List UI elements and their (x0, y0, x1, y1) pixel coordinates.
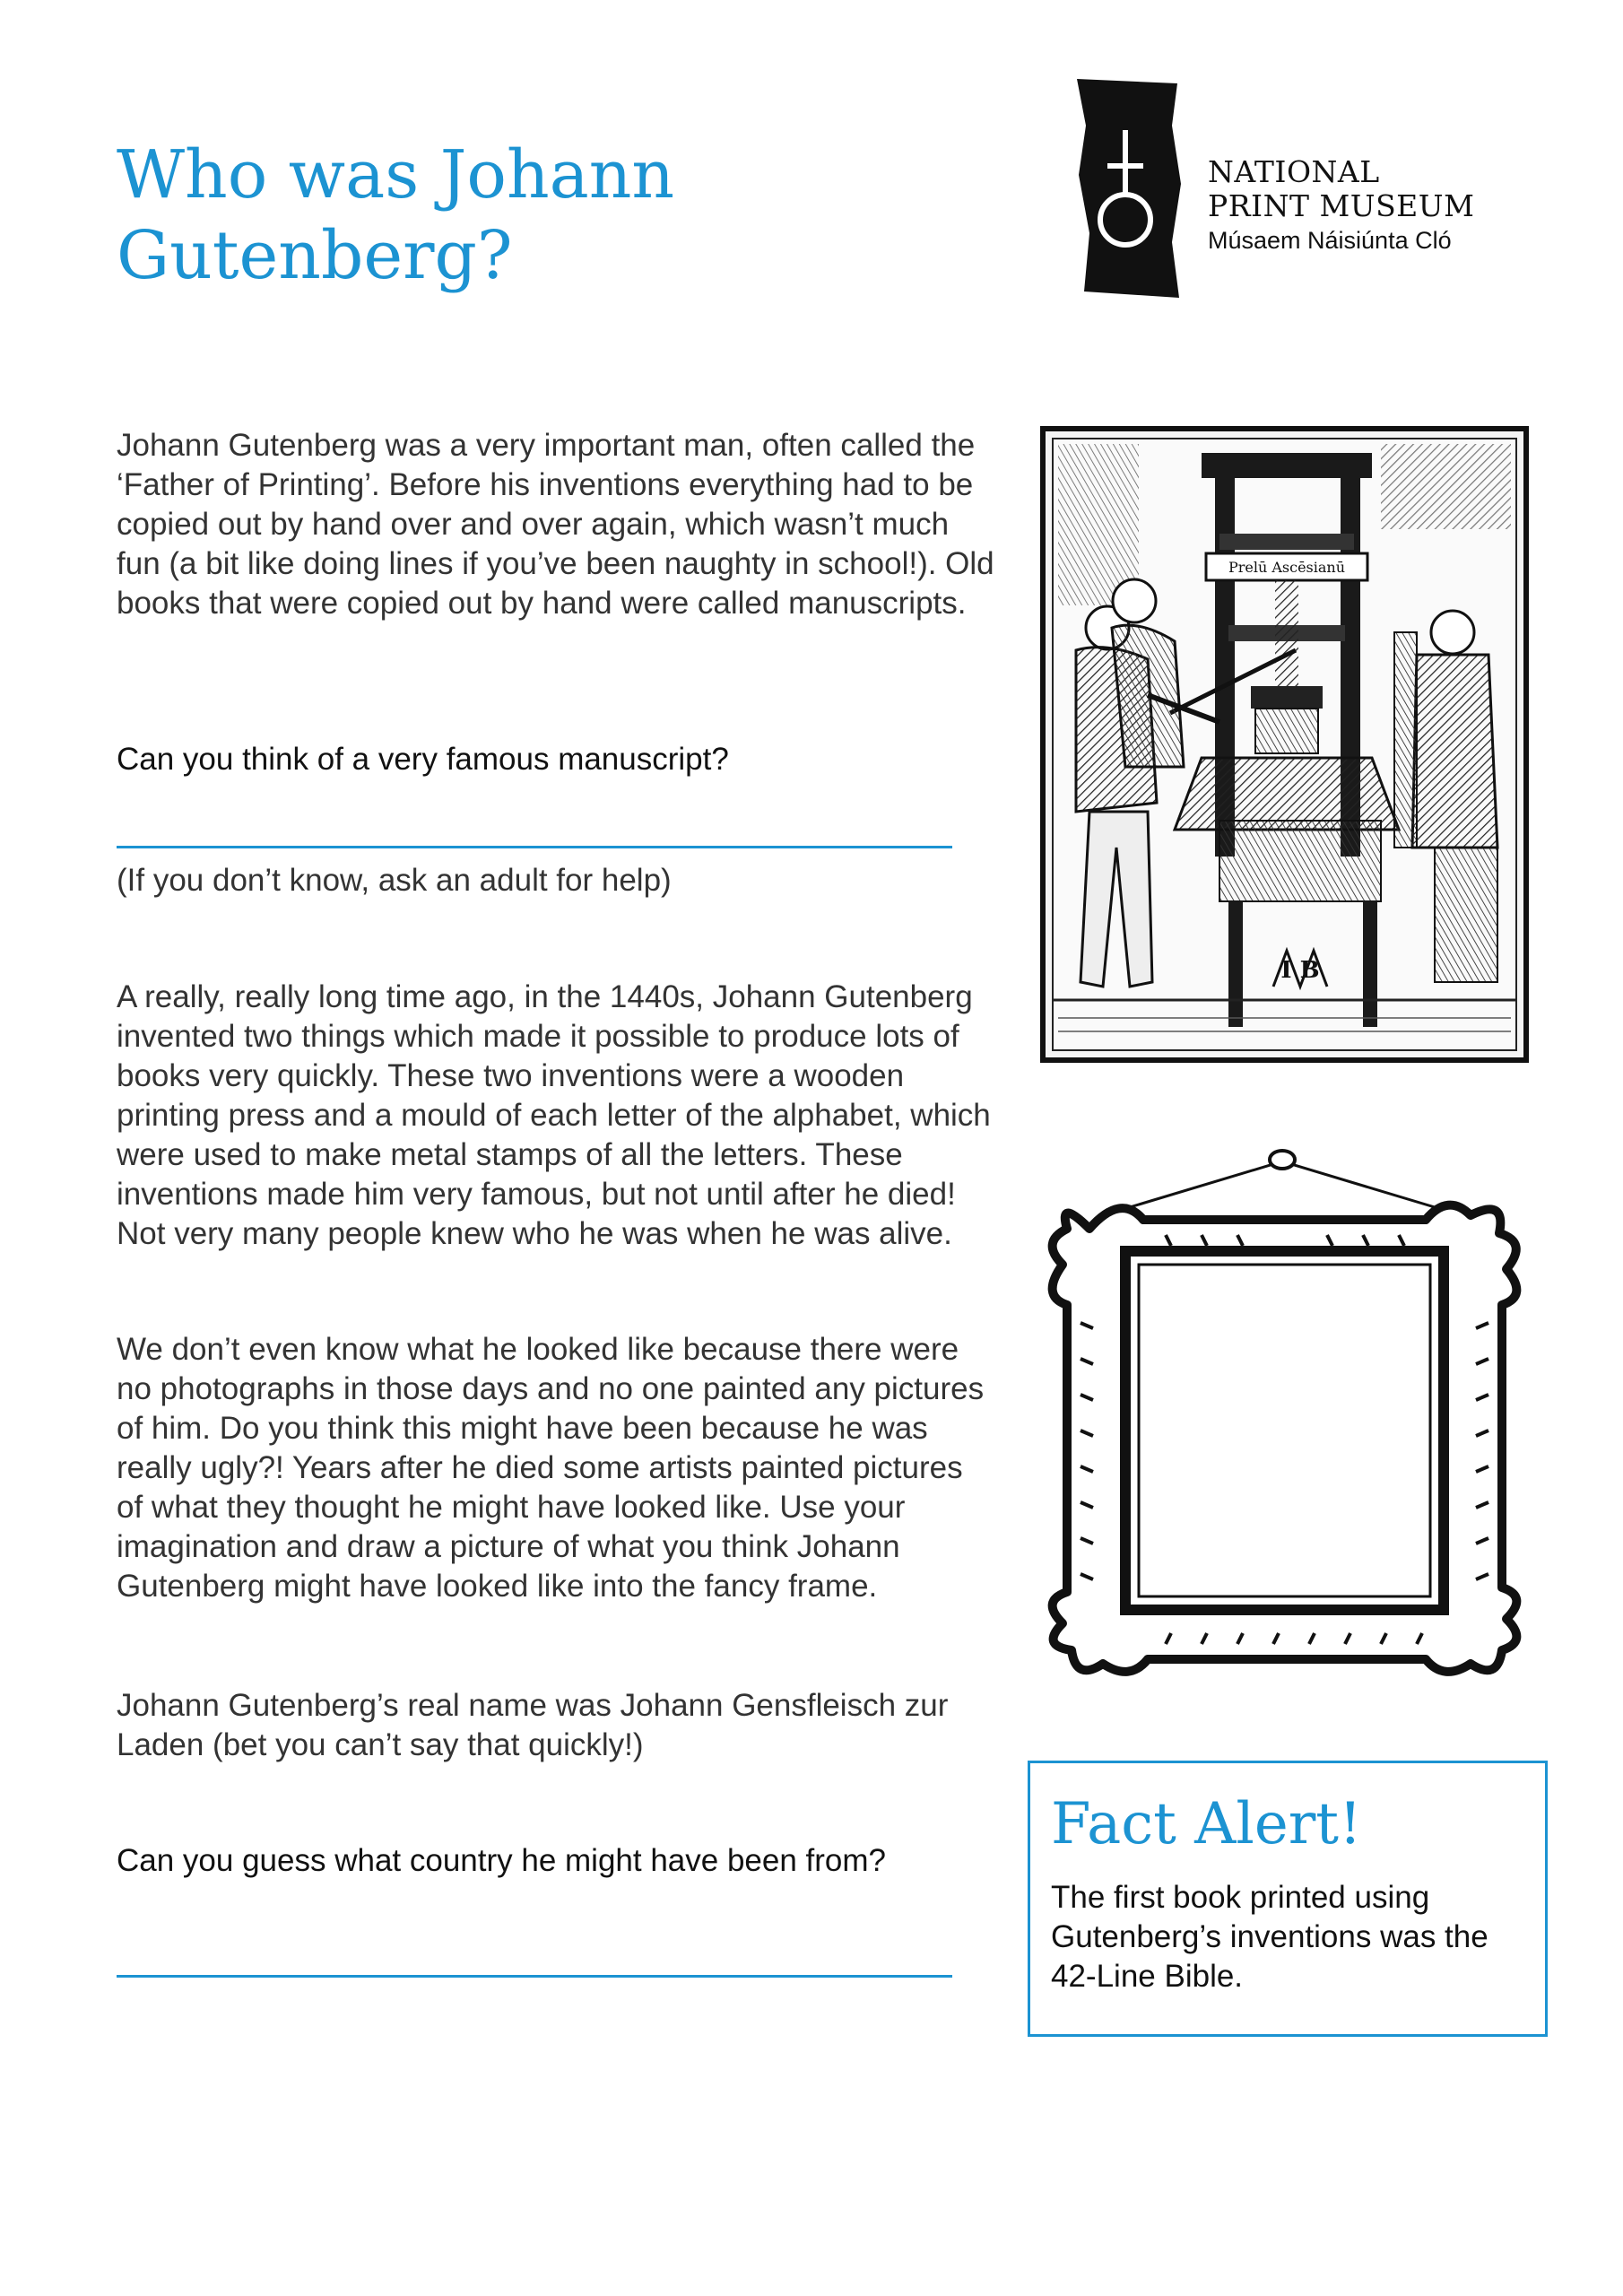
museum-logo (1072, 76, 1538, 300)
appearance-paragraph: We don’t even know what he looked like because there were no photographs in those days and no one painted any pictures of him. Do you think this might have been because he was really ugly?! Years after he died some artists painted pictures of what they thought he might have looked like. Use your imagination and draw a picture of what you think Johann Gutenberg might have looked like into the fancy frame. (117, 1332, 985, 1604)
fact-alert-text: The first book printed using Gutenberg’s inventions was the 42-Line Bible. (1051, 1880, 1488, 1994)
question-country: Can you guess what country he might have been from? (117, 1843, 886, 1878)
museum-logo-mark-icon (1072, 76, 1188, 300)
woodcut-monogram: I B (1280, 957, 1320, 984)
fancy-picture-frame[interactable] (1040, 1144, 1529, 1682)
intro-paragraph: Johann Gutenberg was a very important man, often called the ‘Father of Printing’. Before his inventions everything had to be copied out by hand over and over again, which wasn’t much fun (a bit like doing lines if you’ve been naughty in school!). Old books that were copied out by hand were called manuscripts. (117, 428, 994, 621)
logo-line-irish: Músaem Náisiúnta Cló (1208, 227, 1452, 254)
answer-line-country[interactable] (117, 1975, 952, 1978)
printing-press-woodcut (1040, 426, 1529, 1063)
real-name-paragraph: Johann Gutenberg’s real name was Johann Gensfleisch zur Laden (bet you can’t say that quickly!) (117, 1688, 949, 1762)
answer-line-manuscript[interactable] (117, 846, 952, 848)
logo-line-national: NATIONAL (1208, 154, 1380, 189)
question-manuscript: Can you think of a very famous manuscript? (117, 742, 729, 777)
fact-alert-box (1028, 1761, 1548, 2037)
page-title: Who was Johann Gutenberg? (117, 136, 675, 295)
press-sign-label: Prelū Ascēsianū (1228, 559, 1346, 576)
logo-line-print-museum: PRINT MUSEUM (1208, 188, 1475, 223)
hint-ask-adult: (If you don’t know, ask an adult for help) (117, 863, 672, 898)
inventions-paragraph: A really, really long time ago, in the 1440s, Johann Gutenberg invented two things which made it possible to produce lots of books very quickly. These two inventions were a wooden printing press and a mould of each letter of the alphabet, which were used to make metal stamps of all the letters. These inventions made him very famous, but not until after he died! Not very many people knew who he was when he was alive. (117, 979, 991, 1251)
fact-alert-title: Fact Alert! (1051, 1791, 1362, 1857)
museum-logo-text (1208, 155, 1474, 256)
